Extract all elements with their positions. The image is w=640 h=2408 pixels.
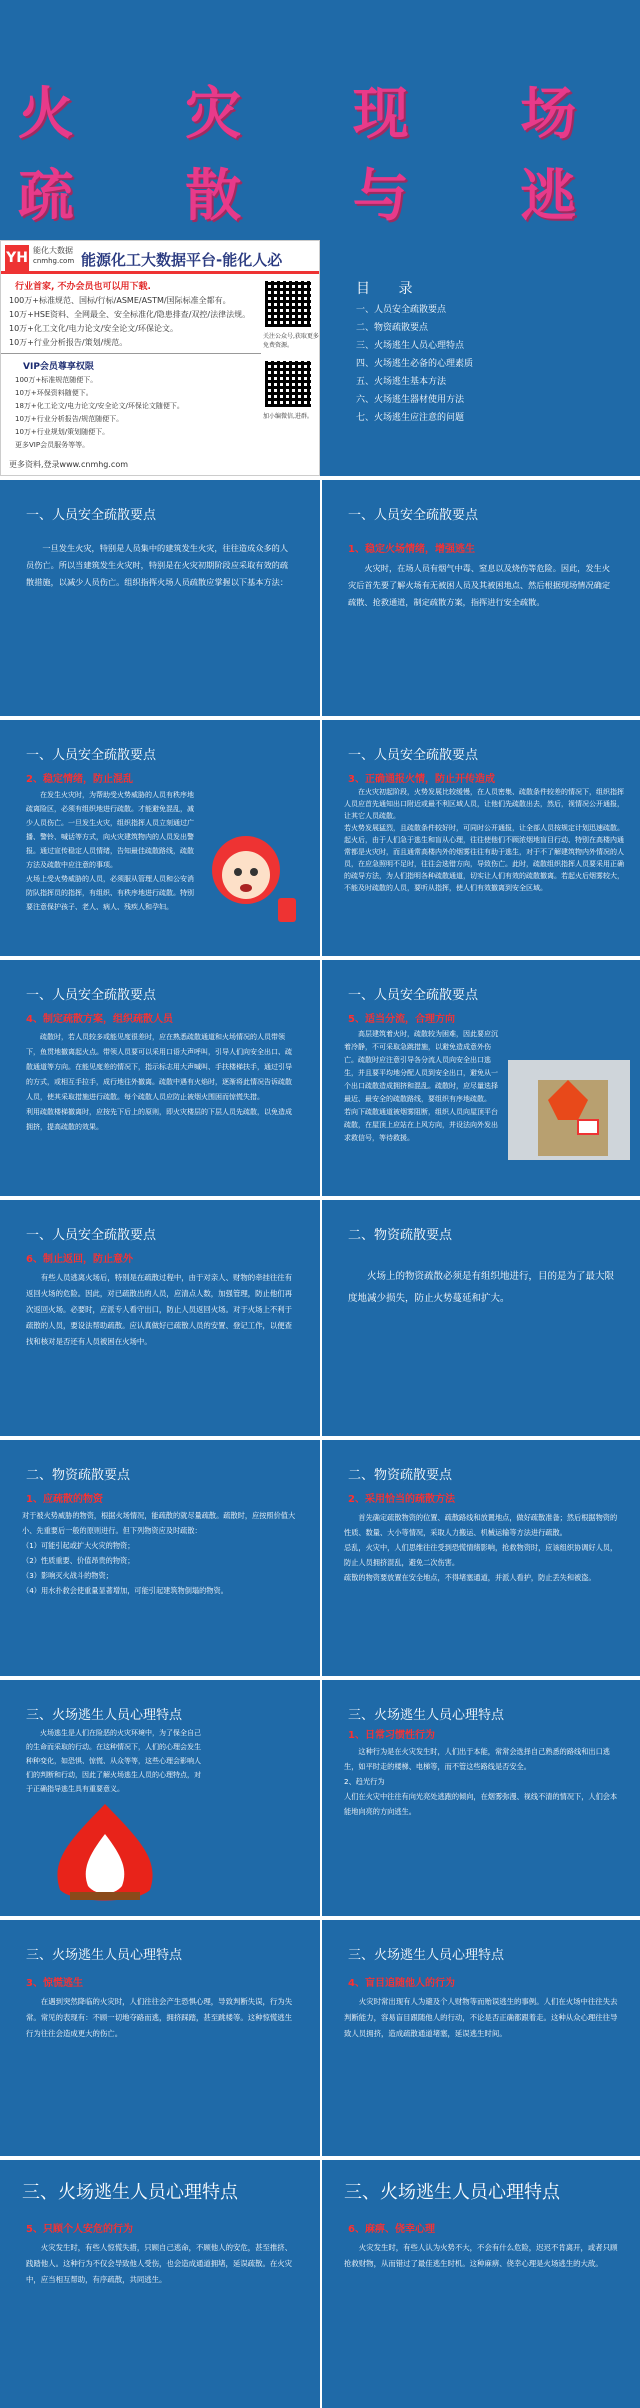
toc-title: 目 录 [356,281,425,297]
title-line-2: 疏 散 与 逃 [17,164,623,229]
phone-icon [278,898,296,922]
ad-divider [1,271,320,274]
ad-divider-2 [1,353,261,354]
vip-item-5: 10万+行业规划/策划随便下。 [15,428,110,436]
slide-subheading: 5、适当分流，合理方向 [348,1014,455,1025]
slide-body: 火场逃生是人们在险恶的火灾环境中，为了保全自己的生命而采取的行动。在这种情况下，人们的心理会发生种种变化，如恐惧、惊慌、从众等等，这些心理会影响人们的判断和行动，因此了解火场逃生人员的心理特点，对于正确指导逃生具有重要意义。 [26,1729,201,1793]
slide-subheading: 1、应疏散的物资 [26,1494,103,1505]
brand-site[interactable]: cnmhg.com [33,257,75,265]
slide-4 [322,720,640,956]
slide-body: 火灾发生时，有些人认为火势不大，不会有什么危险，迟迟不肯离开，或者只顾抢救财物，从而错过了最佳逃生时机。这种麻痹、侥幸心理是火场逃生的大敌。 [344,2243,618,2268]
slide-heading: 三、火场逃生人员心理特点 [348,1708,505,1723]
slide-heading: 一、人员安全疏散要点 [348,988,479,1003]
slide-body: 对于被火势威胁的物资，根据火场情况，能疏散的就尽量疏散。疏散时，应按照价值大小、先重要后一般的原则进行。但下列物资应及时疏散： （1）可能引起或扩大火灾的物资； （2）性质重要、价值昂贵的物资； （3）影响灭火战斗的物资； （4）用水扑救会使重量显著增加，可能引起建筑物倒塌的物资。 [22,1511,296,1595]
slide-heading: 二、物资疏散要点 [26,1468,131,1483]
frightened-girl-illustration [196,820,306,930]
slide-subheading: 5、只顾个人安危的行为 [26,2224,133,2235]
vip-item-3: 18万+化工论文/电力论文/安全论文/环保论文随便下。 [15,402,184,410]
slide-subheading: 1、日常习惯性行为 [348,1730,435,1741]
vip-item-2: 10万+环保资料随便下。 [15,389,93,397]
slide-body: 火场上的物资疏散必须是有组织地进行，目的是为了最大限度地减少损失，防止火势蔓延和扩大。 [348,1271,615,1304]
mouth [240,884,252,892]
slide-body: 在遇到突然降临的火灾时，人们往往会产生恐惧心理，导致判断失误，行为失常。常见的表现有：不顾一切地夺路而逃，拥挤踩踏，甚至跳楼等。这种惊慌逃生行为往往会造成更大的伤亡。 [26,1997,293,2038]
slide-subheading: 1、稳定火场情绪，增强逃生 [348,544,475,555]
toc-item-7[interactable]: 七、火场逃生应注意的问题 [356,413,465,423]
slide-heading: 二、物资疏散要点 [348,1468,453,1483]
slide-8 [322,1200,640,1436]
toc-item-4[interactable]: 四、火场逃生必备的心理素质 [356,359,474,369]
eye-right [250,868,258,876]
slide-body: 火灾时，在场人员有烟气中毒、窒息以及烧伤等危险。因此，发生火灾后首先要了解火场有无被困人员及其被困地点、然后根据现场情况确定疏散、抢救通道，制定疏散方案，指挥进行安全疏散。 [348,563,611,607]
slide-heading: 一、人员安全疏散要点 [26,1228,157,1243]
slide-subheading: 2、稳定情绪，防止混乱 [26,774,133,785]
slide-body: 首先确定疏散物资的位置、疏散路线和放置地点，做好疏散准备；然后根据物资的性质、数量、大小等情况，采取人力搬运、机械运输等方法进行疏散。 忌乱，火灾中，人们思维往往受到恐慌情绪影响，抢救物资时，应该组织协调好人员，防止人员拥挤混乱，避免二次伤害。 疏散的物资要放置在安全地点，不得堵塞通道，并派人看护，防止丢失和被盗。 [344,1513,618,1582]
slide-heading: 三、火场逃生人员心理特点 [348,1948,505,1963]
slide-6 [322,960,640,1196]
building-fire-illustration [508,1060,630,1160]
ad-follow-1: 关注公众号,获取更多免费资源。 [263,333,319,349]
firewood [70,1892,140,1900]
slide-body: 火灾发生时，有些人惊慌失措，只顾自己逃命，不顾他人的安危，甚至推挤、践踏他人。这种行为不仅会导致他人受伤，也会造成通道拥堵，延误疏散。在火灾中，应当相互帮助，有序疏散，共同逃生。 [26,2243,293,2284]
slide-heading: 三、火场逃生人员心理特点 [26,1948,183,1963]
toc-slide [320,240,640,476]
brand-logo: YH [5,245,29,271]
toc-item-2[interactable]: 二、物资疏散要点 [356,323,429,333]
slide-heading: 一、人员安全疏散要点 [26,748,157,763]
help-sign [578,1120,598,1134]
slide-body: 火灾时常出现有人为避及个人财物等而贻误逃生的事例。人们在火场中往往失去判断能力，容易盲目跟随他人的行动，不论是否正确都跟着走。这种从众心理往往导致人员拥挤，造成疏散通道堵塞，延误逃生时间。 [344,1997,618,2038]
slide-subheading: 3、惊慌逃生 [26,1978,83,1989]
vip-title: VIP会员尊享权限 [23,362,94,372]
ad-slogan: 能源化工大数据平台-能化人必 [81,251,283,269]
slide-subheading: 2、采用恰当的疏散方法 [348,1494,455,1505]
title-slide [0,0,640,240]
ad-slide [0,240,320,476]
slide-heading: 三、火场逃生人员心理特点 [22,2182,238,2203]
ad-item-3: 10万+化工文化/电力论文/安全论文/环保论文。 [9,324,178,333]
toc-item-5[interactable]: 五、火场逃生基本方法 [356,377,447,387]
toc-item-6[interactable]: 六、火场逃生器材使用方法 [356,395,465,405]
fire-illustration [30,1800,180,1906]
ad-item-2: 10万+HSE资料、全网最全、安全标准化/隐患排查/双控/法律法规。 [9,310,251,319]
toc-item-3[interactable]: 三、火场逃生人员心理特点 [356,341,465,351]
slide-3 [0,720,320,956]
slide-subheading: 6、制止返回，防止意外 [26,1254,133,1265]
eye-left [234,868,242,876]
slide-heading: 二、物资疏散要点 [348,1228,453,1243]
slide-11 [0,1680,320,1916]
slide-body: 有些人员逃离火场后，特别是在疏散过程中，由于对亲人、财物的牵挂往往有返回火场的危险。因此，对已疏散出的人员，应清点人数，加强管理，防止他们再次返回火场。必要时，应派专人看守出口，防止人员返回火场。对于火场上不利于疏散的人员，要设法帮助疏散。应认真做好已疏散人员的安置、登记工作，以便查找和核对是否还有人员被困在火场中。 [26,1273,293,1346]
ad-item-1: 100万+标准规范、国标/行标/ASME/ASTM/国际标准全都有。 [9,296,231,305]
slide-body: 在发生火灾时，为帮助受火势威胁的人员有秩序地疏离险区，必须有组织地进行疏散。才能避免混乱，减少人员伤亡。一旦发生火灾，组织指挥人员立刻通过广播、警铃、喊话等方式，向火灾建筑物内的人员发出警报。通过宣传稳定人员情绪，告知最佳疏散路线，疏散方法及疏散中应注意的事项。 火场上受火势威胁的人员，必须服从管理人员和公安消防队指挥员的指挥，有组织、有秩序地进行疏散。特别要注意保护孩子、老人、病人、残疾人和孕妇。 [26,791,194,911]
title-line-1: 火 灾 现 场 [17,82,623,147]
vip-item-6: 更多VIP会员服务等等。 [15,441,90,449]
slide-body: 一旦发生火灾，特别是人员集中的建筑发生火灾，往往造成众多的人员伤亡。所以当建筑发生火灾时，特别是在火灾初期阶段应采取有效的疏散措施，以减少人员伤亡。组织指挥火场人员疏散应掌握以下基本方法： [26,543,289,587]
toc-item-1[interactable]: 一、人员安全疏散要点 [356,305,447,315]
qr-code-2 [265,361,311,407]
slide-heading: 一、人员安全疏散要点 [348,748,479,763]
slide-5 [0,960,320,1196]
slide-subheading: 4、盲目追随他人的行为 [348,1978,455,1989]
slide-9 [0,1440,320,1676]
slide-heading: 三、火场逃生人员心理特点 [344,2182,560,2203]
slide-subheading: 4、制定疏散方案，组织疏散人员 [26,1014,173,1025]
vip-item-4: 10万+行业分析报告/规范随便下。 [15,415,124,423]
slide-body: 高层建筑着火时，疏散较为困难，因此要应沉着冷静，不可采取急跳措施，以避免造成意外伤亡。疏散时应注意引导各分流人员向安全出口逃生，并且要平均地分配人员到安全出口，避免从一个出口疏散造成拥挤和混乱。疏散时，应尽量选择最近、最安全的疏散路线，要组织有序地疏散。 若向下疏散通道被烟雾阻断，组织人员向屋顶平台疏散，在屋顶上应站在上风方向，并设法向外发出求救信号，等待救援。 [344,1030,498,1142]
slide-body: 这种行为是在火灾发生时，人们出于本能，常常会选择自己熟悉的路线和出口逃生，如平时走的楼梯、电梯等，而不管这些路线是否安全。 2、趋光行为 人们在火灾中往往有向光亮处逃跑的倾向，在烟雾弥漫、视线不清的情况下，人们会本能地向亮的方向逃生。 [344,1747,618,1816]
slide-10 [322,1440,640,1676]
slide-body: 疏散时，若人员较多或能见度很差时，应在熟悉疏散通道和火场情况的人员带领下，鱼贯地撤离起火点。带领人员要可以采用口语大声呼叫，引导人们向安全出口、疏散通道等方向。在能见度差的情况下，指示标志用大声喊叫、手扶楼梯扶手，通过引导的方式，或相互手拉手，成行地往外撤离。疏散中遇有火焰时，逐渐将此情况告诉疏散人员，使其采取措施进行疏散。每个疏散人员应防止被烟火围困而惊慌失措。 利用疏散楼梯撤离时，应按先下后上的原则，即火灾楼层的下层人员先疏散，以免造成拥挤，提高疏散的效果。 [26,1033,292,1131]
slide-heading: 一、人员安全疏散要点 [348,508,479,523]
ad-subtitle: 行业首家, 不办会员也可以用下载. [15,282,151,292]
slide-subheading: 3、正确通报火情，防止开传造成 [348,774,495,785]
slide-14 [322,1920,640,2156]
slide-12 [322,1680,640,1916]
ad-item-4: 10万+行业分析报告/策划/规范。 [9,338,128,347]
brand-name: 能化大数据 [33,246,73,255]
slide-13 [0,1920,320,2156]
qr-code-1 [265,281,311,327]
slide-body: 在火灾初起阶段，火势发展比较缓慢，在人员密集、疏散条件较差的情况下，组织指挥人员应首先通知出口附近或最不利区域人员，让他们先疏散出去，然后，视情况公开通报，让其它人员疏散。 若火势发展猛烈，且疏散条件较好时，可同时公开通报，让全部人员按规定计划迅速疏散。 起火后，由于人们急于逃生和盲从心理，往往使他们不顾浓烟地盲目行动、特别在高楼内通常都是火灾时，而且通常高楼内外的烟雾往往有助于逃生，对于不了解建筑物内外情况的人员，在应急照明不足时，往往会选错方向，导致伤亡。此时，疏散组织指挥人员要采用正确的疏导方法，为人们指明各种疏散通道，切实让人们有效的疏散撤离。若起火后烟雾较大，不能及时疏散的人员，要听从指挥，使人们有效撤离到安全区域。 [344,788,624,892]
slide-7 [0,1200,320,1436]
slide-16 [322,2160,640,2408]
slide-1 [0,480,320,716]
slide-heading: 一、人员安全疏散要点 [26,508,157,523]
ad-follow-2: 加小编微信,进群。 [263,413,313,420]
slide-15 [0,2160,320,2408]
slide-subheading: 6、麻痹、侥幸心理 [348,2224,435,2235]
ad-more[interactable]: 更多资料,登录www.cnmhg.com [9,460,129,469]
slide-2 [322,480,640,716]
slide-heading: 三、火场逃生人员心理特点 [26,1708,183,1723]
slide-heading: 一、人员安全疏散要点 [26,988,157,1003]
vip-item-1: 100万+标准规范随便下。 [15,376,98,384]
